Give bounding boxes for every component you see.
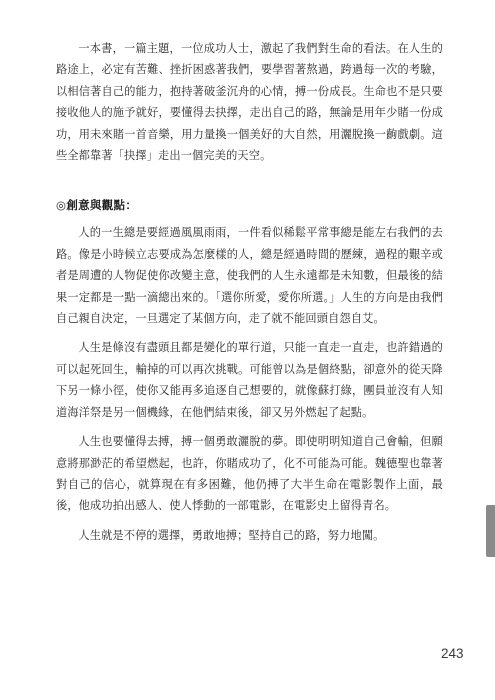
body-paragraph-2: 人生是條沒有盡頭且都是變化的單行道，只能一直走一直走，也許錯過的可以起死回生，輸掉的可以再次挑戰。可能曾以為是個終點，卻意外的從天降下另一條小徑，使你又能再多追逐自己想要的，就像蘇打綠，團員並沒有人知道海洋祭是另一個機緣，在他們結束後，卻又另外燃起了起點。 <box>56 341 443 419</box>
intro-paragraph: 一本書，一篇主題，一位成功人士，激起了我們對生命的看法。在人生的路途上，必定有苦難、挫折困惑著我們，要學習著熬過，跨過每一次的考驗，以相信著自己的能力，抱持著破釜沉舟的心情，搏一份成長。生命也不是只要接收他人的施予就好，要懂得去抉擇，走出自己的路，無論是用年少賭一份成功，用未來賭一首音樂，用力量換一個美好的大自然，用灑脫換一齣戲劇。這些全都靠著「抉擇」走出一個完美的天空。 <box>56 42 443 163</box>
body-paragraph-1: 人的一生總是要經過風風雨雨，一件看似稀鬆平常事總是能左右我們的去路。像是小時候立志要成為怎麼樣的人，總是經過時間的歷練，過程的艱辛或者是周遭的人物促使你改變主意，使我們的人生永遠都是未知數，但最後的結果一定都是一點一滴總出來的。「選你所愛，愛你所選。」人生的方向是由我們自己親自決定，一旦選定了某個方向，走了就不能回頭自怨自艾。 <box>56 226 443 326</box>
page-content <box>56 38 443 554</box>
section-heading: ◎創意與觀點： <box>56 198 138 213</box>
page-edge-tab <box>486 505 495 557</box>
page-number: 243 <box>441 646 464 661</box>
body-paragraph-4: 人生就是不停的選擇，勇敢地搏；堅持自己的路，努力地闖。 <box>78 528 385 542</box>
body-paragraph-3: 人生也要懂得去搏，搏一個勇敢灑脫的夢。即使明明知道自己會輸，但願意將那渺茫的希望燃起，也許，你賭成功了，化不可能為可能。魏德聖也靠著對自己的信心，就算現在有多困難，他仍搏了大半生命在電影製作上面，最後，他成功拍出感人、使人悸動的一部電影，在電影史上留得青名。 <box>56 435 443 513</box>
